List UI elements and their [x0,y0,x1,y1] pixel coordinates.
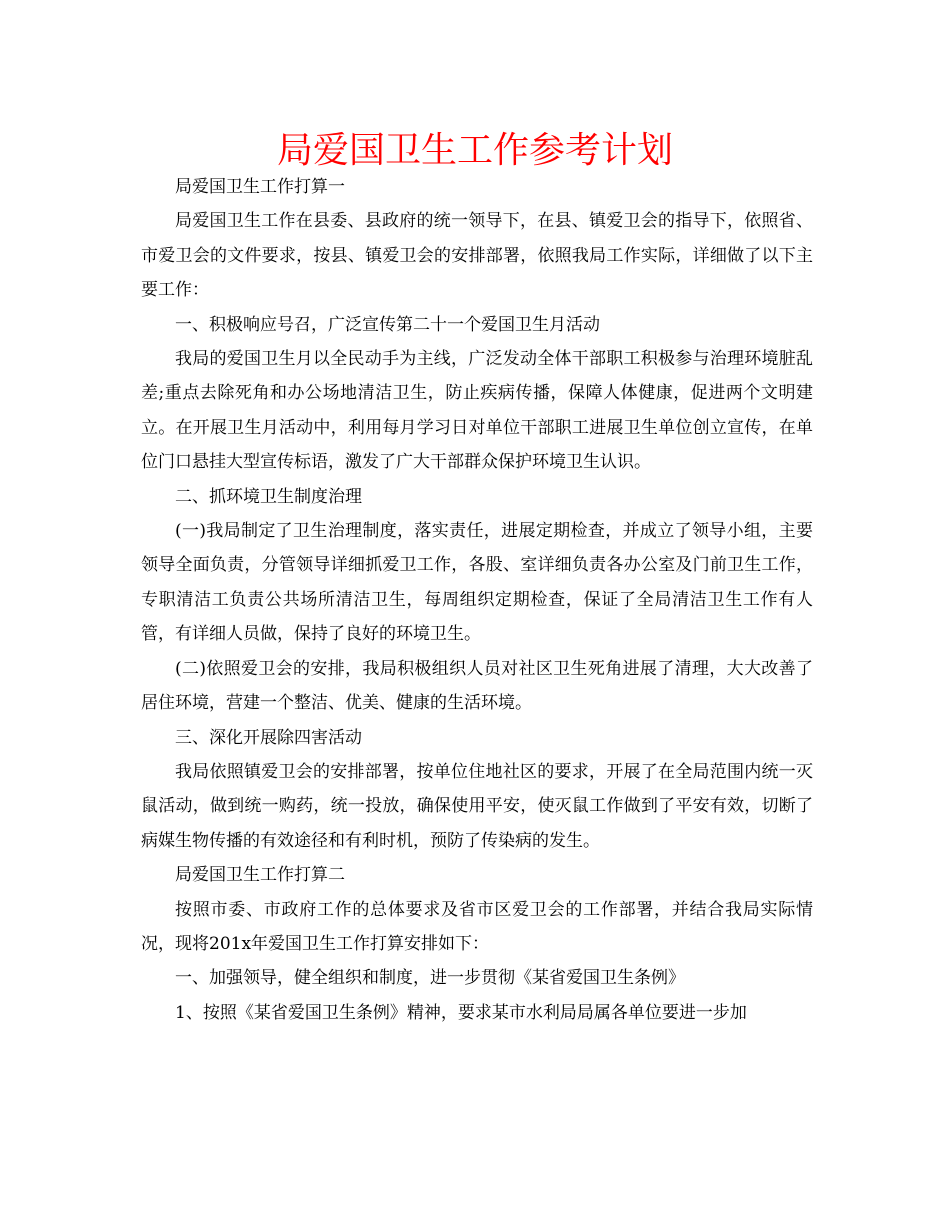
section-heading: 二、抓环境卫生制度治理 [175,486,362,507]
paragraph: 局爱国卫生工作在县委、县政府的统一领导下，在县、镇爱卫会的指导下，依照省、市爱卫会的文件要求，按县、镇爱卫会的安排部署，依照我局工作实际，详细做了以下主要工作： [141,211,813,301]
paragraph: (二)依照爱卫会的安排，我局积极组织人员对社区卫生死角进展了清理，大大改善了居住环境，营建一个整洁、优美、健康的生活环境。 [141,658,813,714]
document-title: 局爱国卫生工作参考计划 [276,130,673,171]
section-heading: 一、积极响应号召，广泛宣传第二十一个爱国卫生月活动 [175,314,600,335]
section-heading: 一、加强领导，健全组织和制度，进一步贯彻《某省爱国卫生条例》 [175,968,685,989]
section-heading-plan-one: 局爱国卫生工作打算一 [175,177,345,197]
section-heading-plan-two: 局爱国卫生工作打算二 [175,865,345,886]
section-heading: 三、深化开展除四害活动 [175,727,362,748]
paragraph: 按照市委、市政府工作的总体要求及省市区爱卫会的工作部署，并结合我局实际情况，现将201x年爱国卫生工作打算安排如下： [141,899,813,954]
paragraph: (一)我局制定了卫生治理制度，落实责任，进展定期检查，并成立了领导小组，主要领导全面负责，分管领导详细抓爱卫工作，各股、室详细负责各办公室及门前卫生工作，专职清洁工负责公共场所清洁卫生，每周组织定期检查，保证了全局清洁卫生工作有人管，有详细人员做，保持了良好的环境卫生。 [141,521,813,645]
paragraph: 我局的爱国卫生月以全民动手为主线，广泛发动全体干部职工积极参与治理环境脏乱差;重点去除死角和办公场地清洁卫生，防止疾病传播，保障人体健康，促进两个文明建立。在开展卫生月活动中，利用每月学习日对单位干部职工进展卫生单位创立宣传，在单位门口悬挂大型宣传标语，激发了广大干部群众保护环境卫生认识。 [141,349,813,473]
document-body [141,170,813,1030]
paragraph: 我局依照镇爱卫会的安排部署，按单位住地社区的要求，开展了在全局范围内统一灭鼠活动，做到统一购药，统一投放，确保使用平安，使灭鼠工作做到了平安有效，切断了病媒生物传播的有效途径和有利时机，预防了传染病的发生。 [141,761,813,851]
paragraph: 1、按照《某省爱国卫生条例》精神，要求某市水利局局属各单位要进一步加 [175,1002,747,1023]
